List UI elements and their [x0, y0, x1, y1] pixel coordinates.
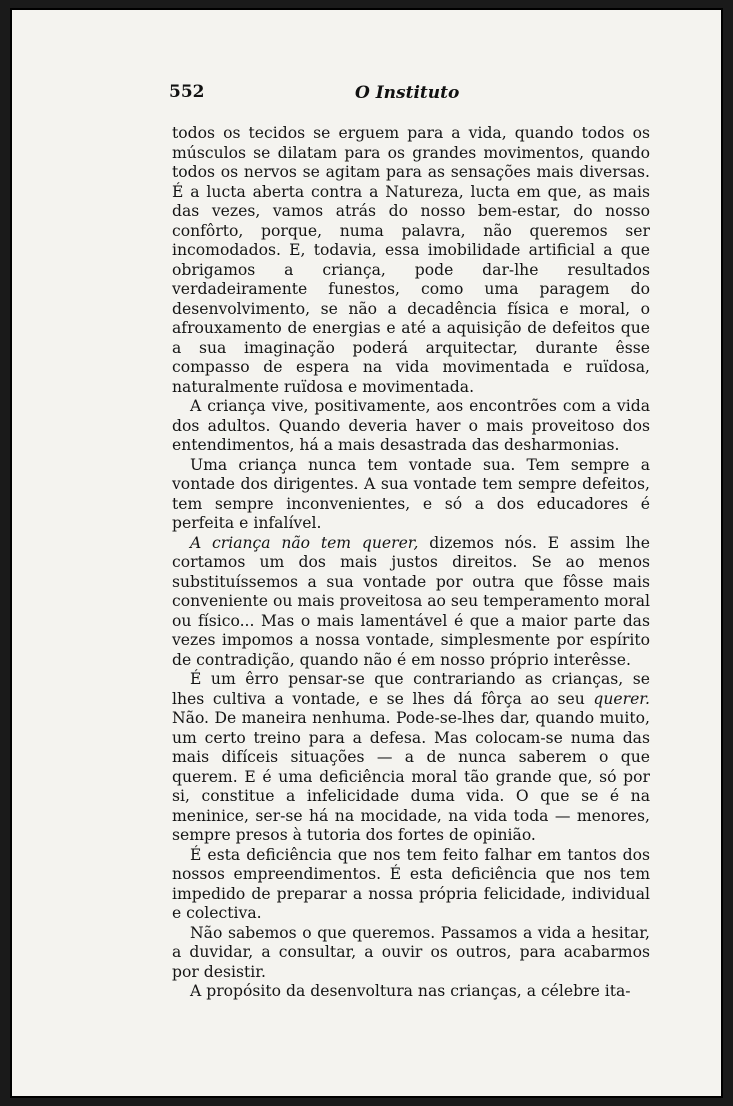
paragraph: A criança vive, positivamente, aos encontrões com a vida dos adultos. Quando deveria haver o mais proveitoso dos entendimentos, há a mais desastrada das desharmonias. — [172, 397, 650, 454]
page-number: 552 — [169, 82, 205, 102]
journal-title: O Instituto — [355, 83, 460, 103]
italic-word: querer. — [593, 689, 650, 708]
scanned-page — [10, 8, 723, 1098]
paragraph: Não sabemos o que queremos. Passamos a vida a hesitar, a duvidar, a consultar, a ouvir os outros, para acabarmos por desistir. — [172, 923, 650, 981]
paragraph: todos os tecidos se erguem para a vida, quando todos os músculos se dilatam para os grandes movimentos, quando todos os nervos se agitam para as sensações mais diversas. É a lucta aberta contra a Natureza, lucta em que, as mais das vezes, vamos atrás do nosso bem-estar, do nosso confôrto, porque, numa palavra, não queremos ser incomodados. E, todavia, essa imobilidade artificial a que obrigamos a criança, pode dar-lhe resultados verdadeiramente funestos, como uma paragem do desenvolvimento, se não a decadência física e moral, o afrouxamento de energias e até a aquisição de defeitos que a sua imaginação poderá arquitectar, durante êsse compasso de espera na vida movimentada e ruïdosa, naturalmente ruïdosa e movimentada. — [172, 124, 650, 396]
paragraph: A propósito da desenvoltura nas crianças, a célebre ita- — [190, 982, 631, 1000]
paragraph: Uma criança nunca tem vontade sua. Tem sempre a vontade dos dirigentes. A sua vontade tem sempre defeitos, tem sempre inconvenientes, e só a dos educadores é perfeita e infalível. — [172, 455, 650, 532]
running-head — [169, 82, 649, 106]
paragraph: A criança não tem querer, dizemos nós. E assim lhe cortamos um dos mais justos direitos. Se ao menos substituíssemos a sua vontade por outra que fôsse mais conveniente ou mais proveitosa ao seu temperamento moral ou físico... Mas o mais lamentável é que a maior parte das vezes impomos a nossa vontade, simplesmente por espírito de contradição, quando não é em nosso próprio interêsse. — [172, 533, 651, 669]
italic-phrase: A criança não tem querer, — [190, 533, 419, 552]
paragraph: É esta deficiência que nos tem feito falhar em tantos dos nossos empreendimentos. É esta deficiência que nos tem impedido de preparar a nossa própria felicidade, individual e colectiva. — [172, 845, 650, 922]
paragraph: É um êrro pensar-se que contrariando as crianças, se lhes cultiva a vontade, e se lhes dá fôrça ao seu querer. Não. De maneira nenhuma. Pode-se-lhes dar, quando muito, um certo treino para a defesa. Mas colocam-se numa das mais difíceis situações — a de nunca saberem o que querem. E é uma deficiência moral tão grande que, só por si, constitue a infelicidade duma vida. O que se é na meninice, ser-se há na mocidade, na vida toda — menores, sempre presos à tutoria dos fortes de opinião. — [172, 670, 650, 844]
body-text — [172, 124, 650, 1002]
